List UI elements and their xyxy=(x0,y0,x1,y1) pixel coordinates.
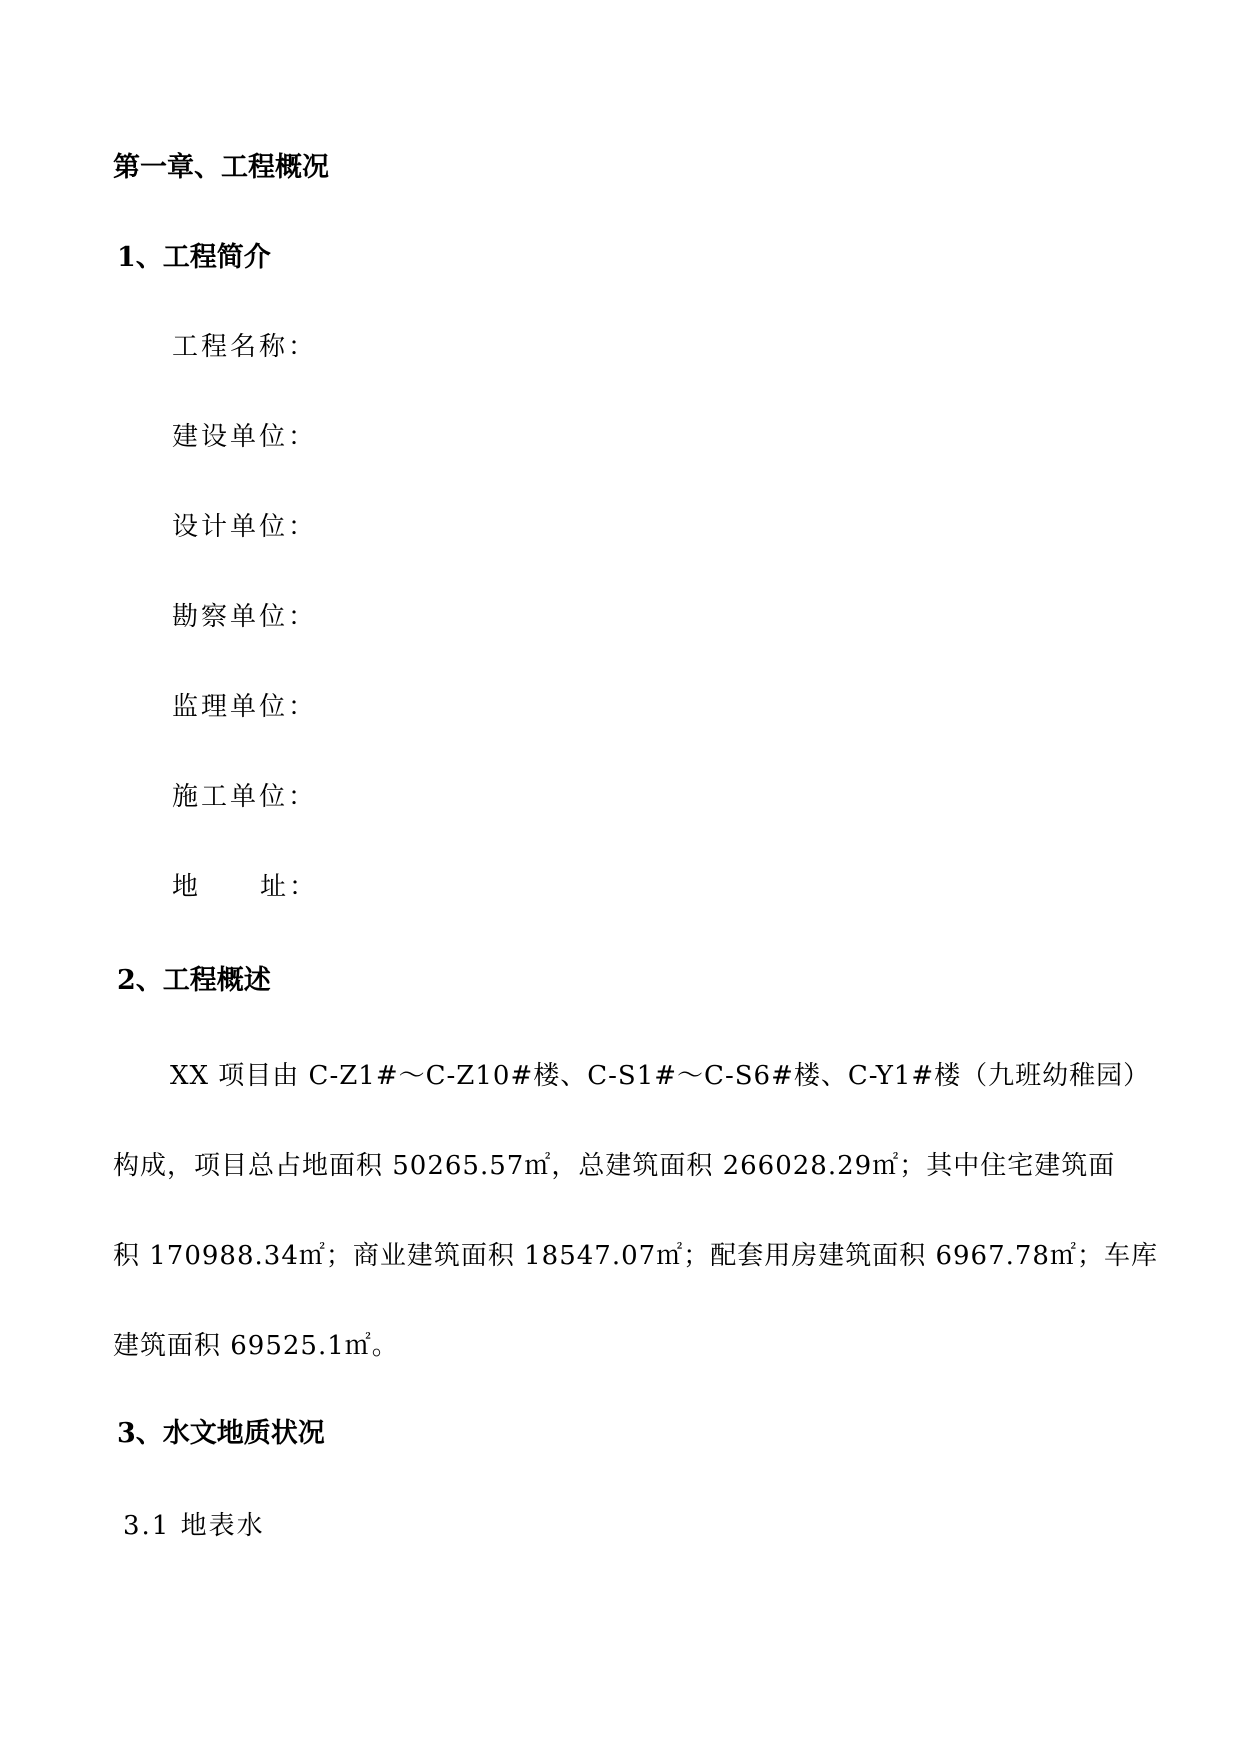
chapter-title: 第一章、工程概况 xyxy=(113,152,329,183)
field-construction-unit: 施工单位： xyxy=(172,782,318,812)
field-address-rest: 址： xyxy=(260,872,319,902)
section-heading-project-intro: 1、工程简介 xyxy=(117,242,271,273)
field-design-unit: 设计单位： xyxy=(172,512,318,542)
overview-line-3: 积 170988.34㎡；商业建筑面积 18547.07㎡；配套用房建筑面积 6967.78㎡；车库 xyxy=(113,1241,1158,1271)
overview-line-1: XX 项目由 C-Z1#～C-Z10#楼、C-S1#～C-S6#楼、C-Y1#楼（九班幼稚园） xyxy=(170,1061,1151,1091)
overview-line-4: 建筑面积 69525.1㎡。 xyxy=(113,1331,399,1361)
field-survey-unit: 勘察单位： xyxy=(172,602,318,632)
sub-heading-surface-water: 3.1 地表水 xyxy=(123,1511,265,1541)
field-address xyxy=(172,871,318,903)
section-heading-hydrogeology: 3、水文地质状况 xyxy=(117,1418,325,1449)
field-owner-unit: 建设单位： xyxy=(172,422,318,452)
field-address-first: 地 xyxy=(172,872,202,902)
field-project-name: 工程名称： xyxy=(172,332,318,362)
field-supervision-unit: 监理单位： xyxy=(172,692,318,722)
overview-line-2: 构成，项目总占地面积 50265.57㎡，总建筑面积 266028.29㎡；其中住宅建筑面 xyxy=(113,1151,1116,1181)
section-heading-project-overview: 2、工程概述 xyxy=(117,965,271,996)
